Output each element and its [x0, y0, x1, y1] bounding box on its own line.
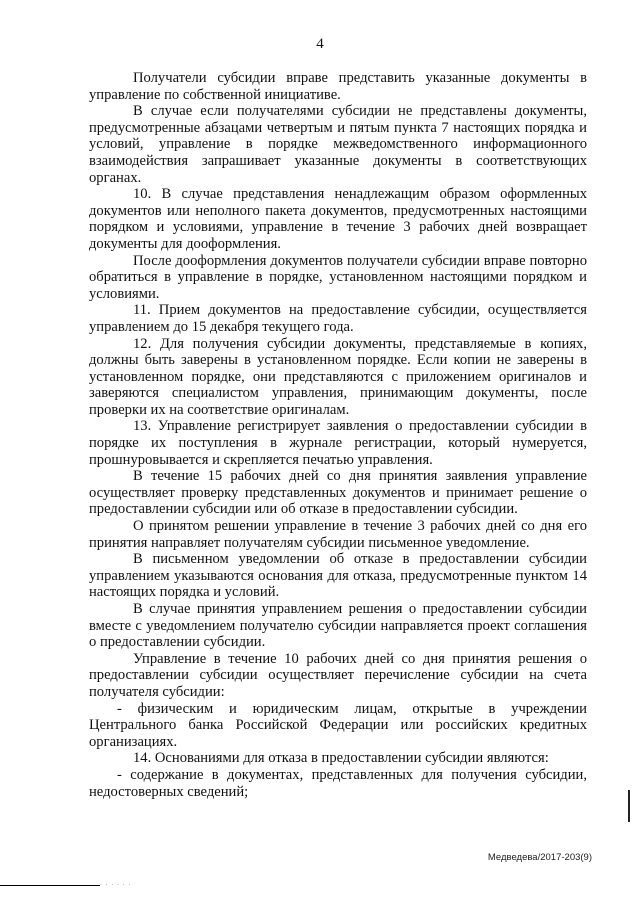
paragraph-10: В письменном уведомлении об отказе в предоставлении субсидии управлением указываются основания для отказа, предусмотренные пунктом 14 настоящих порядка и условий.	[89, 551, 587, 601]
bottom-rule	[0, 885, 100, 886]
paragraph-13: - физическим и юридическим лицам, открытые в учреждении Центрального банка Российской Федерации или российских кредитных организациях.	[89, 700, 587, 750]
paragraph-2: В случае если получателями субсидии не представлены документы, предусмотренные абзацами четвертым и пятым пункта 7 настоящих порядка и условий, управление в порядке межведомственного информационного взаимодействия запрашивает указанные документы в соответствующих органах.	[89, 103, 587, 186]
paragraph-12: Управление в течение 10 рабочих дней со дня принятия решения о предоставлении субсидии осуществляет перечисление субсидии на счета получателя субсидии:	[89, 650, 587, 700]
margin-mark	[628, 790, 630, 822]
paragraph-7: 13. Управление регистрирует заявления о предоставлении субсидии в порядке их поступления в журнале регистрации, который нумеруется, прошнуровывается и скрепляется печатью управления.	[89, 418, 587, 468]
paragraph-11: В случае принятия управлением решения о предоставлении субсидии вместе с уведомлением получателю субсидии направляется проект соглашения о предоставлении субсидии.	[89, 601, 587, 651]
paragraph-4: После дооформления документов получатели субсидии вправе повторно обратиться в управление в порядке, установленном настоящими порядком и условиями.	[89, 252, 587, 302]
paragraph-6: 12. Для получения субсидии документы, представляемые в копиях, должны быть заверены в установленном порядке. Если копии не заверены в установленном порядке, они представляются с приложением оригиналов и заверяются специалистом управления, принимающим документы, после проверки их на соответствие оригиналам.	[89, 335, 587, 418]
bottom-rule-dots: · · · · · ·	[100, 882, 132, 888]
paragraph-3: 10. В случае представления ненадлежащим образом оформленных документов или неполного пакета документов, предусмотренных настоящими порядком и условиями, управление в течение 3 рабочих дней возвращает документы для дооформления.	[89, 186, 587, 252]
page-number: 4	[316, 36, 324, 52]
document-body	[89, 70, 587, 800]
paragraph-8: В течение 15 рабочих дней со дня принятия заявления управление осуществляет проверку представленных документов и принимает решение о предоставлении субсидии или об отказе в предоставлении субсидии.	[89, 468, 587, 518]
paragraph-9: О принятом решении управление в течение 3 рабочих дней со дня его принятия направляет получателям субсидии письменное уведомление.	[89, 518, 587, 551]
footer-code: Медведева/2017-203(9)	[487, 852, 592, 863]
paragraph-15: - содержание в документах, представленных для получения субсидии, недостоверных сведений;	[89, 766, 587, 800]
paragraph-5: 11. Прием документов на предоставление субсидии, осуществляется управлением до 15 декабря текущего года.	[89, 302, 587, 335]
paragraph-1: Получатели субсидии вправе представить указанные документы в управление по собственной инициативе.	[89, 70, 587, 103]
paragraph-14: 14. Основаниями для отказа в предоставлении субсидии являются:	[133, 750, 549, 767]
